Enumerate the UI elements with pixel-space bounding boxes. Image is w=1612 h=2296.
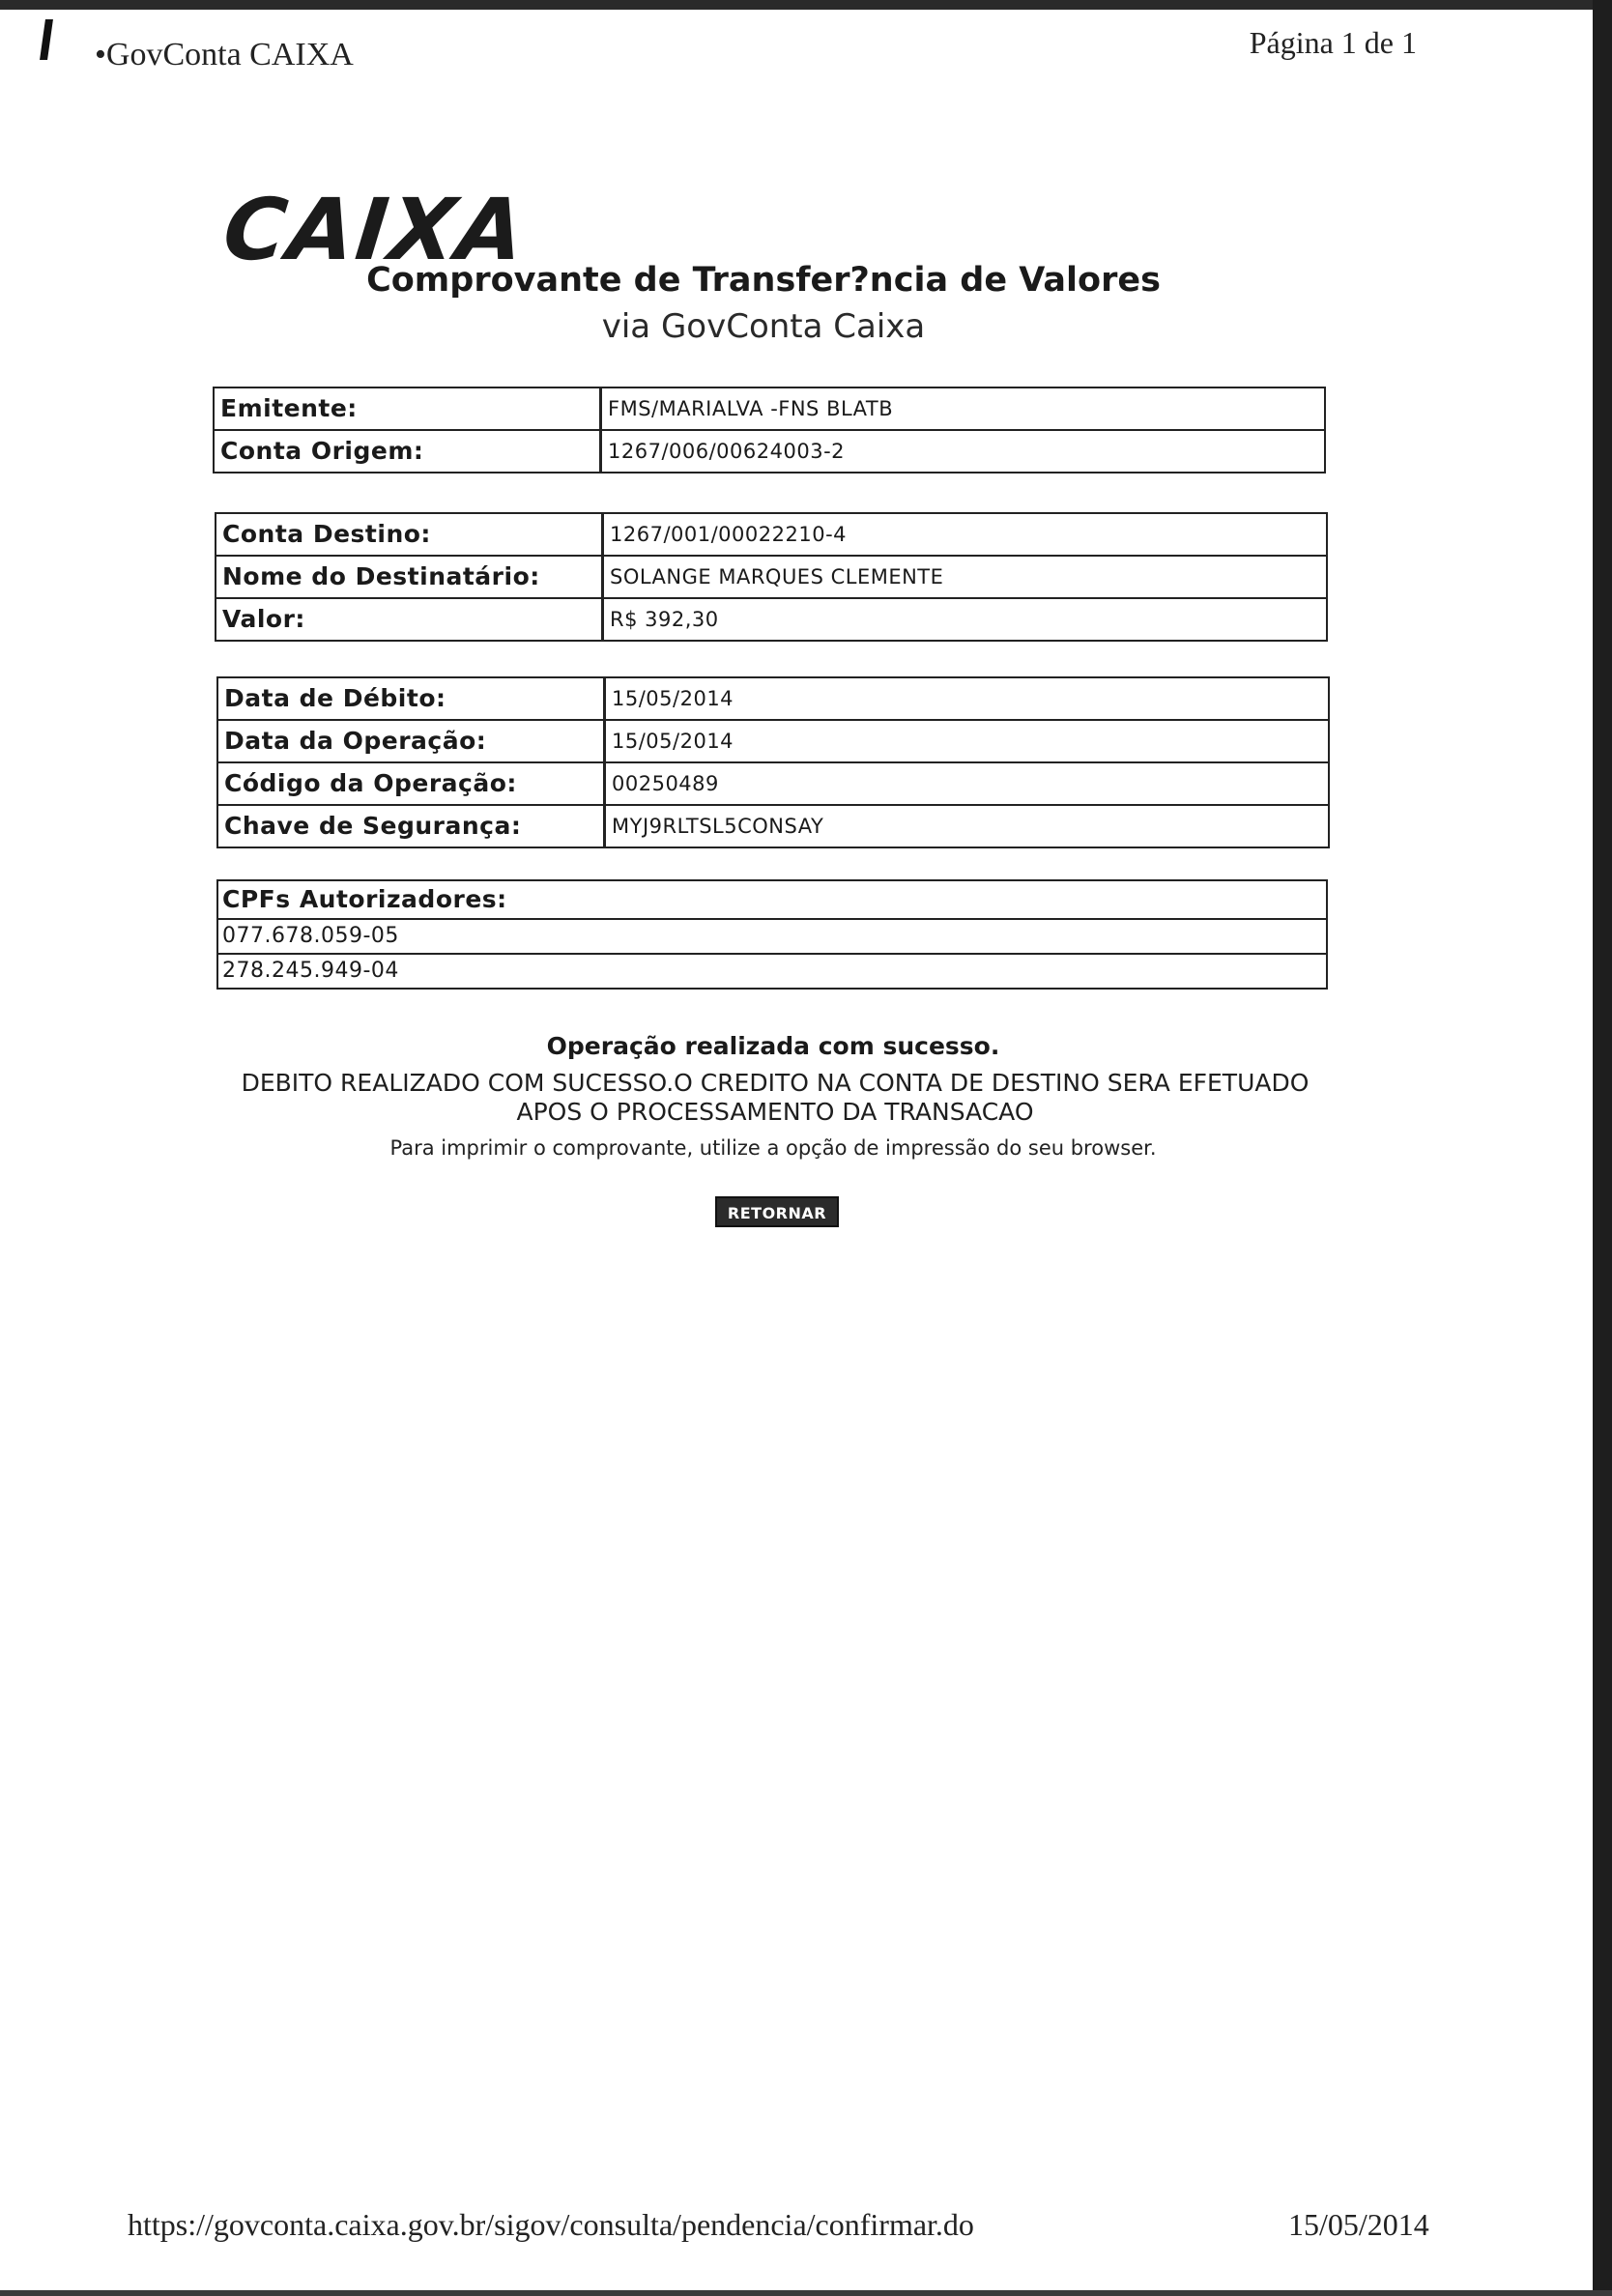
scan-mark [40, 19, 53, 60]
header-page-number: Página 1 de 1 [1249, 25, 1417, 60]
field-label: Emitente: [215, 388, 602, 429]
field-value: 15/05/2014 [612, 730, 734, 753]
table-row [218, 721, 1328, 763]
field-value: 15/05/2014 [612, 687, 734, 710]
field-value: FMS/MARIALVA -FNS BLATB [608, 397, 894, 420]
footer-date: 15/05/2014 [1288, 2207, 1429, 2242]
field-label: Valor: [216, 599, 604, 640]
document-title: Comprovante de Transfer?ncia de Valores [366, 261, 1161, 300]
operation-table [216, 676, 1330, 848]
destination-table [215, 512, 1328, 642]
caixa-logo: CAIXA [218, 180, 531, 279]
field-value: 1267/001/00022210-4 [610, 523, 848, 546]
success-message: Operação realizada com sucesso. [546, 1032, 1000, 1060]
field-label: Chave de Segurança: [218, 806, 606, 847]
table-row [218, 763, 1328, 806]
list-item: 278.245.949-04 [222, 959, 399, 983]
document-subtitle: via GovConta Caixa [601, 307, 926, 346]
print-hint: Para imprimir o comprovante, utilize a opção de impressão do seu browser. [389, 1136, 1157, 1160]
field-label: Nome do Destinatário: [216, 557, 604, 597]
table-row [215, 388, 1324, 431]
field-label: Conta Origem: [215, 431, 602, 472]
field-value: SOLANGE MARQUES CLEMENTE [610, 565, 944, 588]
field-label: Conta Destino: [216, 514, 604, 555]
table-row [216, 557, 1326, 599]
table-row [215, 431, 1324, 472]
field-value: MYJ9RLTSL5CONSAY [612, 815, 824, 838]
footer-url: https://govconta.caixa.gov.br/sigov/consulta/pendencia/confirmar.do [128, 2207, 974, 2242]
status-detail-message: DEBITO REALIZADO COM SUCESSO.O CREDITO NA CONTA DE DESTINO SERA EFETUADO APOS O PROCESSAMENTO DA TRANSACAO [241, 1069, 1310, 1126]
field-label: Código da Operação: [218, 763, 606, 804]
scan-edge-bottom [0, 2290, 1612, 2296]
field-value: R$ 392,30 [610, 608, 719, 631]
scan-edge-top [0, 0, 1612, 10]
field-label: Data de Débito: [218, 678, 606, 719]
authorizers-heading: CPFs Autorizadores: [218, 881, 1326, 920]
table-row [216, 599, 1326, 640]
origin-table [213, 387, 1326, 474]
field-value: 1267/006/00624003-2 [608, 440, 846, 463]
table-row [218, 806, 1328, 847]
table-row [216, 514, 1326, 557]
header-site-title: •GovConta CAIXA [95, 37, 354, 72]
field-label: Data da Operação: [218, 721, 606, 761]
scan-edge-right [1593, 0, 1612, 2296]
list-item: 077.678.059-05 [218, 920, 1326, 955]
table-row [218, 678, 1328, 721]
field-value: 00250489 [612, 772, 719, 795]
retornar-button[interactable]: RETORNAR [715, 1196, 839, 1227]
authorizers-table [216, 879, 1328, 990]
